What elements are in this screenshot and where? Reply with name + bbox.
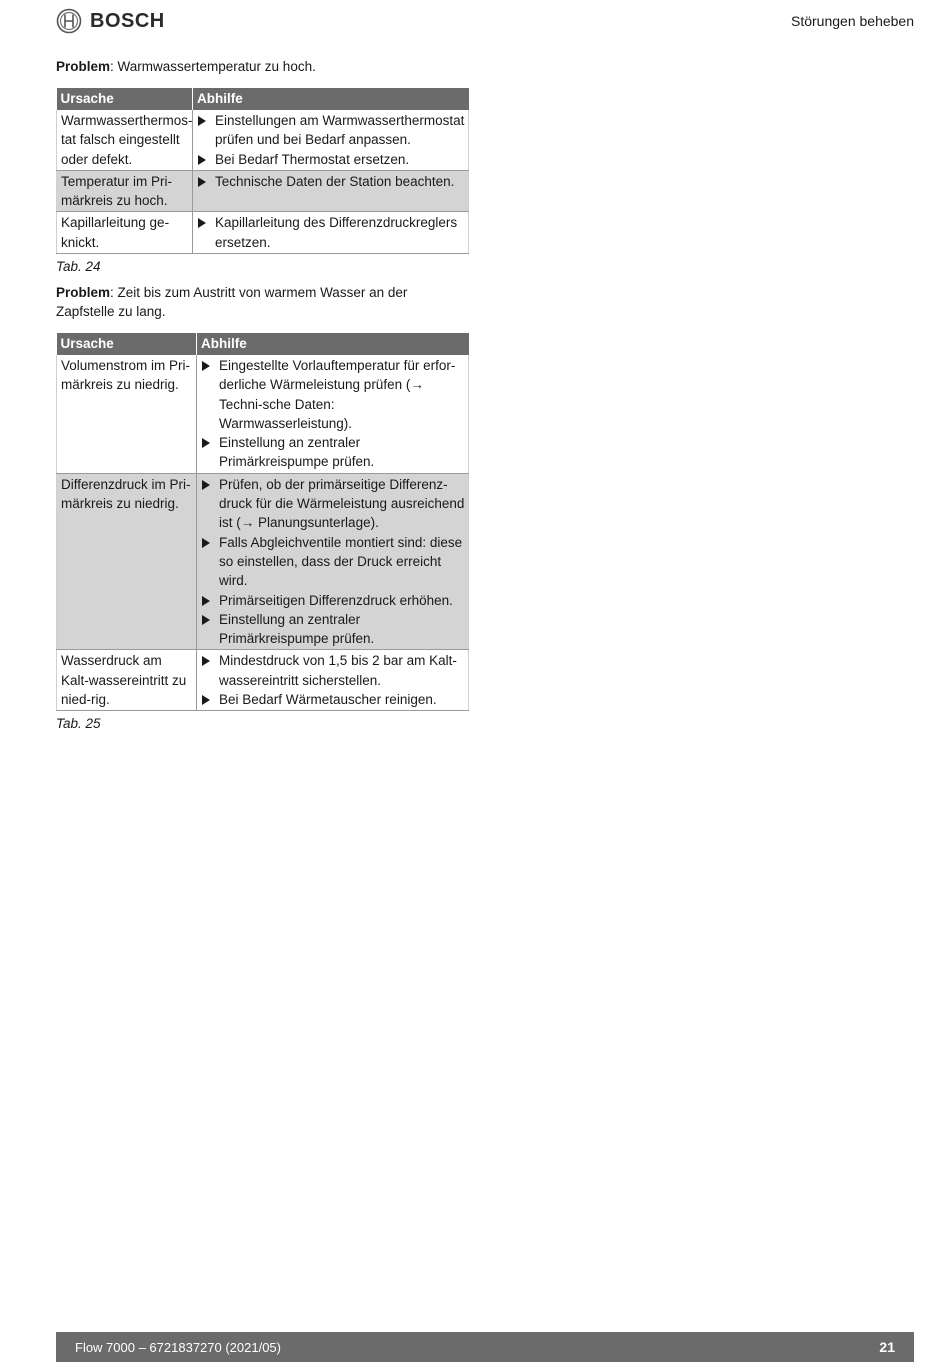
remedy-step: Falls Abgleichventile montiert sind: diese so einstellen, dass der Druck erreicht wird. (201, 533, 465, 591)
table-row (57, 355, 469, 473)
cause-cell: Kapillarleitung ge-knickt. (57, 212, 193, 254)
remedy-cell (197, 473, 469, 650)
section-title: Störungen beheben (791, 13, 914, 29)
table-row (57, 110, 469, 170)
problem-statement (56, 57, 468, 76)
remedy-step: Einstellung an zentraler Primärkreispumpe prüfen. (201, 610, 465, 649)
triangle-right-icon (202, 656, 210, 666)
triangle-right-icon (202, 538, 210, 548)
remedy-step: Einstellungen am Warmwasserthermostat prüfen und bei Bedarf anpassen. (197, 111, 465, 150)
table-caption: Tab. 24 (56, 259, 101, 275)
triangle-right-icon (202, 480, 210, 490)
troubleshooting-table-25 (56, 333, 469, 711)
remedy-step: Primärseitigen Differenzdruck erhöhen. (201, 591, 465, 610)
remedy-step: Mindestdruck von 1,5 bis 2 bar am Kalt-wassereintritt sicherstellen. (201, 651, 465, 690)
triangle-right-icon (202, 615, 210, 625)
page-number: 21 (879, 1339, 895, 1355)
problem-statement (56, 283, 468, 321)
remedy-step: Einstellung an zentraler Primärkreispumpe prüfen. (201, 433, 465, 472)
triangle-right-icon (202, 438, 210, 448)
problem-text: : Warmwassertemperatur zu hoch. (110, 59, 316, 74)
triangle-right-icon (198, 177, 206, 187)
remedy-cell (197, 650, 469, 711)
remedy-cell (197, 355, 469, 473)
page-footer (56, 1332, 914, 1362)
triangle-right-icon (198, 155, 206, 165)
cause-cell: Differenzdruck im Pri-märkreis zu niedrig. (57, 473, 197, 650)
page-header (56, 8, 914, 34)
remedy-step: Bei Bedarf Thermostat ersetzen. (197, 150, 465, 169)
remedy-cell (193, 110, 469, 170)
triangle-right-icon (202, 695, 210, 705)
remedy-step: Prüfen, ob der primärseitige Differenz-druck für die Wärmeleistung ausreichend ist (→ Planungsunterlage). (201, 475, 465, 533)
cause-cell: Volumenstrom im Pri-märkreis zu niedrig. (57, 355, 197, 473)
triangle-right-icon (198, 218, 206, 228)
document-reference: Flow 7000 – 6721837270 (2021/05) (75, 1339, 281, 1355)
column-header-cause: Ursache (57, 88, 193, 110)
column-header-cause: Ursache (57, 333, 197, 355)
table-header-row (57, 333, 469, 355)
table-row (57, 212, 469, 254)
problem-block-2 (56, 283, 468, 733)
remedy-step: Technische Daten der Station beachten. (197, 172, 465, 191)
problem-label: Problem (56, 285, 111, 300)
table-caption: Tab. 25 (56, 716, 101, 732)
remedy-cell (193, 170, 469, 212)
brand-logo (56, 8, 165, 34)
remedy-step: Bei Bedarf Wärmetauscher reinigen. (201, 690, 465, 709)
cause-cell: Warmwasserthermos-tat falsch eingestellt oder defekt. (57, 110, 193, 170)
bosch-armature-icon (56, 8, 82, 34)
brand-name: BOSCH (90, 9, 165, 32)
table-row (57, 473, 469, 650)
remedy-step: Kapillarleitung des Differenzdruckreglers ersetzen. (197, 213, 465, 252)
triangle-right-icon (198, 116, 206, 126)
table-header-row (57, 88, 469, 110)
triangle-right-icon (202, 596, 210, 606)
problem-label: Problem (56, 59, 111, 74)
cause-cell: Temperatur im Pri-märkreis zu hoch. (57, 170, 193, 212)
problem-block-1 (56, 57, 468, 276)
troubleshooting-table-24 (56, 88, 469, 254)
remedy-cell (193, 212, 469, 254)
column-header-remedy: Abhilfe (193, 88, 469, 110)
problem-text: : Zeit bis zum Austritt von warmem Wasser an der Zapfstelle zu lang. (56, 285, 408, 319)
triangle-right-icon (202, 361, 210, 371)
column-header-remedy: Abhilfe (197, 333, 469, 355)
remedy-step: Eingestellte Vorlauftemperatur für erfor-derliche Wärmeleistung prüfen (→ Techni-sche Daten: Warmwasserleistung). (201, 356, 465, 433)
cause-cell: Wasserdruck am Kalt-wassereintritt zu nied-rig. (57, 650, 197, 711)
table-row (57, 170, 469, 212)
table-row (57, 650, 469, 711)
